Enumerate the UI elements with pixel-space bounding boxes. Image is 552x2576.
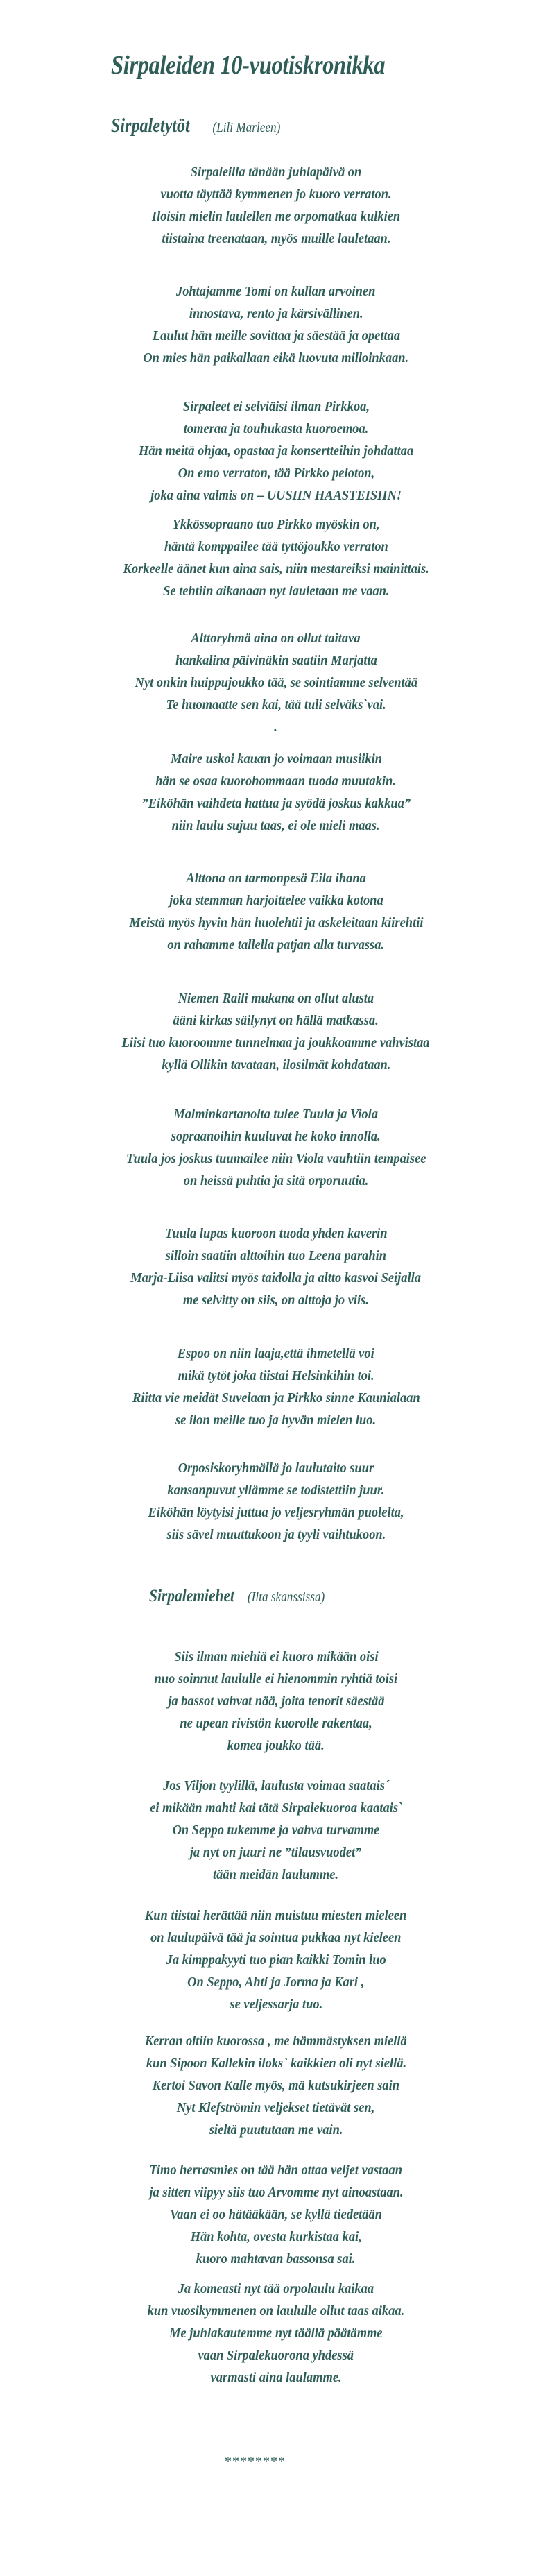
- stanza: [0, 1775, 552, 1886]
- document-title: Sirpaleiden 10-vuotiskronikka: [111, 51, 386, 80]
- section-heading-sirpaletytot: [111, 115, 280, 137]
- end-mark: ********: [225, 2454, 286, 2469]
- lyric-line: [0, 2278, 552, 2300]
- lyric-text: Espoo on niin laaja,että ihmetellä voi: [178, 1346, 374, 1361]
- lyric-line: [0, 228, 552, 250]
- lyric-text: Hän kohta, ovesta kurkistaa kai,: [190, 2229, 362, 2244]
- lyric-text: se veljessarja tuo.: [230, 1997, 322, 2012]
- lyric-text: tään meidän laulumme.: [213, 1867, 339, 1882]
- section-heading-sirpalemiehet: [149, 1587, 325, 1606]
- stanza: [0, 280, 552, 369]
- section-title: Sirpalemiehet: [149, 1587, 235, 1605]
- lyric-line: [0, 2344, 552, 2366]
- lyric-line: [0, 1690, 552, 1712]
- lyric-text: Orposiskoryhmällä jo laulutaito suur: [178, 1460, 374, 1476]
- lyric-line: [0, 1245, 552, 1267]
- stanza: [0, 161, 552, 250]
- lyric-text: joka stemman harjoittelee vaikka kotona: [169, 893, 383, 908]
- lyric-text: Hän meitä ohjaa, opastaa ja konsertteihin johdattaa: [138, 443, 414, 459]
- lyric-line: [0, 2052, 552, 2074]
- lyric-line: [0, 1646, 552, 1668]
- lyric-text: ääni kirkas säilynyt on hällä matkassa.: [173, 1013, 379, 1028]
- lyric-line: [0, 1841, 552, 1863]
- lyric-line: [0, 2226, 552, 2248]
- lyric-line: [0, 627, 552, 649]
- lyric-line: [0, 770, 552, 792]
- lyric-line: [0, 2181, 552, 2203]
- lyric-line: [0, 1387, 552, 1409]
- lyric-text: siis sävel muuttukoon ja tyyli vaihtukoon.: [166, 1527, 386, 1542]
- stanza: [0, 2030, 552, 2141]
- lyric-text: innostava, rento ja kärsivällinen.: [189, 306, 363, 321]
- lyric-line: [0, 716, 552, 738]
- lyric-text: sopraanoihin kuuluvat he koko innolla.: [171, 1129, 381, 1144]
- section-tune: (Ilta skanssissa): [247, 1589, 325, 1605]
- lyric-text: Vaan ei oo hätääkään, se kyllä tiedetään: [169, 2207, 382, 2222]
- lyric-text: on rahamme tallella patjan alla turvassa.: [167, 937, 385, 953]
- lyric-line: [0, 580, 552, 602]
- lyric-text: ja sitten viipyy siis tuo Arvomme nyt ainoastaan.: [148, 2185, 404, 2200]
- lyric-line: [0, 2097, 552, 2119]
- lyric-text: On mies hän paikallaan eikä luovuta milloinkaan.: [143, 350, 409, 366]
- lyric-text: Maire uskoi kauan jo voimaan musiikin: [170, 751, 382, 767]
- lyric-line: [0, 325, 552, 347]
- lyric-text: varmasti aina laulamme.: [210, 2370, 342, 2385]
- lyric-line: [0, 1103, 552, 1125]
- lyric-text: Tuula jos joskus tuumailee niin Viola vauhtiin tempaisee: [126, 1151, 426, 1166]
- lyric-line: [0, 1365, 552, 1387]
- lyric-line: [0, 2203, 552, 2226]
- lyric-text: ”Eiköhän vaihdeta hattua ja syödä joskus kakkua”: [141, 796, 411, 811]
- stanza: [0, 2278, 552, 2389]
- lyric-line: [0, 867, 552, 889]
- lyric-text: Kun tiistai herättää niin muistuu miesten mieleen: [145, 1908, 407, 1923]
- lyric-text: Sirpaleet ei selviäisi ilman Pirkkoa,: [182, 399, 370, 414]
- lyric-text: Ja kimppakyyti tuo pian kaikki Tomin luo: [166, 1952, 386, 1968]
- stanza: [0, 1342, 552, 1431]
- lyric-text: joka aina valmis on – UUSIIN HAASTEISIIN!: [150, 488, 402, 503]
- lyric-text: on laulupäivä tää ja sointua pukkaa nyt kieleen: [150, 1930, 402, 1945]
- lyric-text: Marja-Liisa valitsi myös taidolla ja altto kasvoi Seijalla: [130, 1270, 422, 1286]
- lyric-line: [0, 2248, 552, 2270]
- lyric-text: niin laulu sujuu taas, ei ole mieli maas.: [172, 818, 380, 833]
- lyric-line: [0, 792, 552, 814]
- lyric-line: [0, 1501, 552, 1524]
- lyric-line: [0, 1819, 552, 1841]
- lyric-text: kun vuosikymmenen on laululle ollut taas aikaa.: [147, 2303, 405, 2319]
- lyric-text: mikä tytöt joka tiistai Helsinkihin toi.: [178, 1368, 374, 1383]
- lyric-line: [0, 1409, 552, 1431]
- lyric-line: [0, 1949, 552, 1971]
- lyric-text: Me juhlakautemme nyt täällä päätämme: [169, 2326, 383, 2341]
- lyric-line: [0, 934, 552, 956]
- lyric-line: [0, 2119, 552, 2141]
- lyric-line: [0, 1289, 552, 1311]
- lyric-line: [0, 694, 552, 716]
- lyric-line: [0, 1993, 552, 2015]
- lyric-line: [0, 1054, 552, 1076]
- lyric-line: [0, 649, 552, 672]
- stanza: [0, 1904, 552, 2015]
- lyric-text: Siis ilman miehiä ei kuoro mikään oisi: [173, 1649, 379, 1664]
- lyric-text: Se tehtiin aikanaan nyt lauletaan me vaan.: [162, 583, 390, 599]
- lyric-line: [0, 161, 552, 183]
- lyric-line: [0, 462, 552, 484]
- lyric-line: [0, 912, 552, 934]
- lyric-line: [0, 395, 552, 418]
- stanza: [0, 1103, 552, 1192]
- lyric-line: [0, 2159, 552, 2181]
- lyric-text: Sirpaleilla tänään juhlapäivä on: [190, 164, 362, 180]
- stanza: [0, 748, 552, 837]
- lyric-line: [0, 1222, 552, 1245]
- lyric-text: vuotta täyttää kymmenen jo kuoro verraton.: [160, 187, 392, 202]
- lyric-text: kun Sipoon Kallekin iloks` kaikkien oli nyt siellä.: [146, 2056, 406, 2071]
- lyric-line: [0, 2322, 552, 2344]
- lyric-line: [0, 1032, 552, 1054]
- lyric-text: Iloisin mielin laulellen me orpomatkaa kulkien: [151, 209, 401, 224]
- lyric-text: ne upean rivistön kuorolle rakentaa,: [180, 1716, 372, 1731]
- lyric-text: Kertoi Savon Kalle myös, mä kutsukirjeen sain: [152, 2078, 400, 2093]
- lyric-text: Eiköhän löytyisi juttua jo veljesryhmän puolelta,: [148, 1505, 404, 1520]
- lyric-text: kansanpuvut yllämme se todistettiin juur.: [167, 1483, 385, 1498]
- lyric-text: tomeraa ja touhukasta kuoroemoa.: [183, 421, 369, 436]
- lyric-text: Ja komeasti nyt tää orpolaulu kaikaa: [178, 2281, 374, 2296]
- lyric-text: sieltä puututaan me vain.: [209, 2122, 343, 2138]
- lyric-line: [0, 1712, 552, 1734]
- stanza: [0, 867, 552, 956]
- lyric-text: Niemen Raili mukana on ollut alusta: [178, 991, 374, 1006]
- lyric-line: [0, 1170, 552, 1192]
- lyric-text: Kerran oltiin kuorossa , me hämmästyksen miellä: [145, 2033, 407, 2049]
- lyric-line: [0, 987, 552, 1009]
- lyric-text: Riitta vie meidät Suvelaan ja Pirkko sinne Kaunialaan: [132, 1390, 420, 1406]
- lyric-text: .: [274, 719, 278, 735]
- lyric-text: ja nyt on juuri ne ”tilausvuodet”: [190, 1845, 362, 1860]
- lyric-text: Te huomaatte sen kai, tää tuli selväks`vai.: [166, 697, 386, 713]
- lyric-text: hän se osaa kuorohommaan tuoda muutakin.: [155, 774, 397, 789]
- lyric-line: [0, 1797, 552, 1819]
- lyric-line: [0, 536, 552, 558]
- lyric-line: [0, 2366, 552, 2389]
- lyric-text: komea joukko tää.: [227, 1738, 325, 1753]
- lyric-line: [0, 418, 552, 440]
- lyric-line: [0, 302, 552, 325]
- lyric-text: On Seppo, Ahti ja Jorma ja Kari ,: [187, 1974, 365, 1990]
- lyric-text: Nyt Klefströmin veljekset tietävät sen,: [177, 2100, 375, 2115]
- lyric-line: [0, 1971, 552, 1993]
- lyric-text: Laulut hän meille sovittaa ja säestää ja opettaa: [152, 328, 400, 343]
- lyric-line: [0, 889, 552, 912]
- lyric-line: [0, 1927, 552, 1949]
- lyric-text: Malminkartanolta tulee Tuula ja Viola: [173, 1107, 379, 1122]
- lyric-line: [0, 2030, 552, 2052]
- lyric-text: Johtajamme Tomi on kullan arvoinen: [176, 284, 376, 299]
- lyric-line: [0, 183, 552, 205]
- lyric-text: kuoro mahtavan bassonsa sai.: [196, 2251, 356, 2267]
- lyric-line: [0, 205, 552, 228]
- lyric-text: nuo soinnut laululle ei hienommin ryhtiä toisi: [154, 1671, 398, 1687]
- lyric-text: On Seppo tukemme ja vahva turvamme: [172, 1823, 380, 1838]
- lyric-line: [0, 1125, 552, 1148]
- stanza: [0, 1646, 552, 1757]
- lyric-text: se ilon meille tuo ja hyvän mielen luo.: [175, 1413, 377, 1428]
- lyric-text: Ykkössopraano tuo Pirkko myöskin on,: [172, 517, 380, 532]
- lyric-text: Alttoryhmä aina on ollut taitava: [191, 631, 361, 646]
- stanza: [0, 513, 552, 602]
- lyric-line: [0, 280, 552, 302]
- stanza: [0, 1222, 552, 1311]
- lyric-line: [0, 347, 552, 369]
- lyric-line: [0, 1342, 552, 1365]
- lyric-line: [0, 1668, 552, 1690]
- lyric-line: [0, 748, 552, 770]
- lyric-line: [0, 1775, 552, 1797]
- lyric-text: Nyt onkin huippujoukko tää, se sointiamme selventää: [135, 675, 417, 690]
- lyric-text: Korkeelle äänet kun aina sais, niin mestareiksi mainittais.: [123, 561, 429, 577]
- lyric-line: [0, 2300, 552, 2322]
- lyric-line: [0, 440, 552, 462]
- stanza: [0, 395, 552, 506]
- lyric-text: tiistaina treenataan, myös muille lauletaan.: [161, 231, 391, 246]
- lyric-line: [0, 1148, 552, 1170]
- lyric-text: Tuula lupas kuoroon tuoda yhden kaverin: [164, 1226, 388, 1241]
- lyric-line: [0, 1863, 552, 1886]
- lyric-line: [0, 484, 552, 506]
- lyric-line: [0, 1904, 552, 1927]
- lyric-line: [0, 1734, 552, 1757]
- lyric-line: [0, 1267, 552, 1289]
- lyric-text: Jos Viljon tyylillä, laulusta voimaa saatais´: [163, 1778, 389, 1793]
- lyric-text: on heissä puhtia ja sitä orporuutia.: [183, 1173, 369, 1188]
- lyric-line: [0, 1009, 552, 1032]
- stanza: [0, 627, 552, 738]
- stanza: [0, 987, 552, 1076]
- lyric-line: [0, 2074, 552, 2097]
- lyric-text: häntä komppailee tää tyttöjoukko verraton: [164, 539, 388, 554]
- lyric-text: Liisi tuo kuoroomme tunnelmaa ja joukkoamme vahvistaa: [122, 1035, 430, 1050]
- lyric-line: [0, 814, 552, 837]
- lyric-text: ei mikään mahti kai tätä Sirpalekuoroa kaatais`: [150, 1800, 402, 1816]
- lyric-text: vaan Sirpalekuorona yhdessä: [198, 2348, 354, 2363]
- lyric-line: [0, 1457, 552, 1479]
- lyric-text: hankalina päivinäkin saatiin Marjatta: [175, 653, 377, 668]
- lyric-line: [0, 558, 552, 580]
- section-title: Sirpaletytöt: [111, 115, 190, 137]
- lyric-line: [0, 1524, 552, 1546]
- lyric-line: [0, 513, 552, 536]
- lyric-text: Meistä myös hyvin hän huolehtii ja askeleitaan kiirehtii: [129, 915, 423, 930]
- section-tune: (Lili Marleen): [212, 120, 281, 135]
- lyric-text: kyllä Ollikin tavataan, ilosilmät kohdataan.: [161, 1057, 391, 1073]
- lyric-line: [0, 1479, 552, 1501]
- lyric-text: On emo verraton, tää Pirkko peloton,: [178, 466, 374, 481]
- stanza: [0, 1457, 552, 1546]
- stanza: [0, 2159, 552, 2270]
- lyric-text: Alttona on tarmonpesä Eila ihana: [186, 871, 366, 886]
- lyric-text: me selvitty on siis, on alttoja jo viis.: [182, 1293, 370, 1308]
- lyric-text: Timo herrasmies on tää hän ottaa veljet vastaan: [149, 2163, 403, 2178]
- lyric-text: silloin saatiin alttoihin tuo Leena parahin: [165, 1248, 387, 1263]
- lyric-text: ja bassot vahvat nää, joita tenorit säestää: [167, 1694, 385, 1709]
- lyric-line: [0, 672, 552, 694]
